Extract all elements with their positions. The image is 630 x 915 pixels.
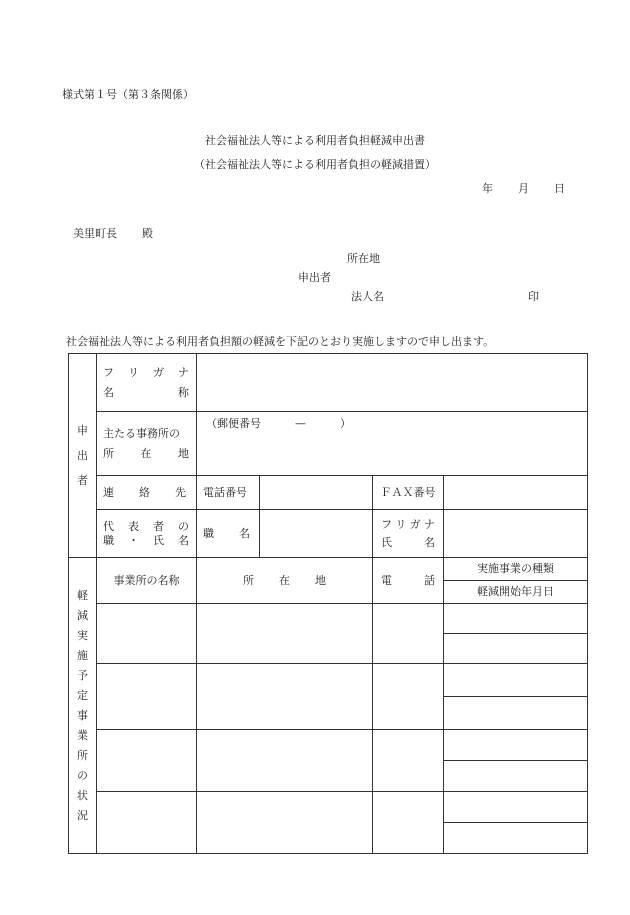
job-title-label-cell: [197, 510, 260, 558]
main-office-label-line1: 主たる事務所の: [103, 427, 180, 441]
applicant-label: 申出者: [298, 271, 331, 284]
facility-2-service-type-field[interactable]: [444, 664, 588, 697]
facility-1-name-field[interactable]: [97, 604, 197, 664]
addressee: [73, 225, 153, 241]
facility-2-name-field[interactable]: [97, 664, 197, 730]
rep-name-field[interactable]: [444, 510, 588, 558]
rep-furigana-label: フ リ ガ ナ: [381, 518, 435, 532]
facility-4-name-field[interactable]: [97, 792, 197, 854]
date-year: 年: [482, 182, 493, 195]
facility-2-phone-field[interactable]: [373, 664, 444, 730]
facility-4-address-field[interactable]: [197, 792, 373, 854]
address-col-header-text: 所 在 地: [243, 573, 326, 587]
facility-4-start-date-field[interactable]: [444, 823, 588, 854]
applicant-section-label: [69, 354, 97, 558]
facility-1-service-type-field[interactable]: [444, 604, 588, 634]
org-name-label-cell: [97, 354, 197, 412]
main-office-label-cell: [97, 412, 197, 476]
facility-1-address-field[interactable]: [197, 604, 373, 664]
facility-3-start-date-field[interactable]: [444, 761, 588, 792]
contact-label-cell: [97, 476, 197, 510]
corp-name-label: 法人名: [351, 290, 384, 303]
facility-1-phone-field[interactable]: [373, 604, 444, 664]
main-office-address-field[interactable]: [197, 412, 588, 476]
document-title: 社会福祉法人等による利用者負担軽減申出書: [205, 134, 425, 147]
rep-name-label-cell: [373, 510, 444, 558]
plan-section-text: 軽減実施予定事業所の状況: [77, 588, 88, 822]
facility-3-address-field[interactable]: [197, 730, 373, 792]
address-col-header: [197, 558, 373, 604]
facility-3-service-type-field[interactable]: [444, 730, 588, 761]
facility-3-phone-field[interactable]: [373, 730, 444, 792]
facility-2-address-field[interactable]: [197, 664, 373, 730]
furigana-label: フ リ ガ ナ: [103, 366, 189, 380]
org-name-field[interactable]: [197, 354, 588, 412]
phone-col-header: [373, 558, 444, 604]
addressee-honorific: 殿: [142, 227, 153, 240]
representative-label-line1: 代 表 者 の: [103, 520, 189, 534]
plan-section-label: [69, 558, 97, 854]
main-office-label-line2: 所 在 地: [103, 446, 189, 460]
job-title-label: 職 名: [203, 526, 250, 540]
fax-number-field[interactable]: [444, 476, 588, 510]
date-month: 月: [518, 182, 529, 195]
facility-4-phone-field[interactable]: [373, 792, 444, 854]
intro-text: 社会福祉法人等による利用者負担額の軽減を下記のとおり実施しますので申し出ます。: [66, 335, 495, 348]
document-subtitle: （社会福祉法人等による利用者負担の軽減措置）: [194, 158, 436, 171]
form-number: 様式第１号（第３条関係）: [62, 88, 194, 101]
start-date-col-header: 軽減開始年月日: [444, 581, 588, 604]
service-type-col-header: 実施事業の種類: [444, 558, 588, 581]
facility-3-name-field[interactable]: [97, 730, 197, 792]
contact-label: 連 絡 先: [103, 485, 186, 499]
facility-1-start-date-field[interactable]: [444, 634, 588, 664]
org-name-label: 名 称: [103, 385, 189, 399]
addressee-name: 美里町長: [73, 227, 117, 240]
phone-number-field[interactable]: [260, 476, 373, 510]
rep-name-label: 氏 名: [381, 535, 435, 549]
phone-col-header-text: 電 話: [381, 573, 435, 587]
fax-number-label: ＦＡＸ番号: [373, 476, 444, 510]
phone-number-label: 電話番号: [197, 476, 260, 510]
date-day: 日: [554, 182, 565, 195]
location-label: 所在地: [347, 252, 380, 265]
facility-4-service-type-field[interactable]: [444, 792, 588, 823]
postal-code-line: （郵便番号 — ）: [206, 417, 351, 430]
job-title-field[interactable]: [260, 510, 373, 558]
office-name-col-header: 事業所の名称: [97, 558, 197, 604]
seal-mark: 印: [528, 290, 539, 303]
applicant-section-text: 申出者: [77, 424, 88, 487]
representative-label-line2: 職 ・ 氏 名: [103, 533, 189, 547]
facility-2-start-date-field[interactable]: [444, 697, 588, 730]
representative-label-cell: [97, 510, 197, 558]
application-table: [68, 353, 588, 854]
